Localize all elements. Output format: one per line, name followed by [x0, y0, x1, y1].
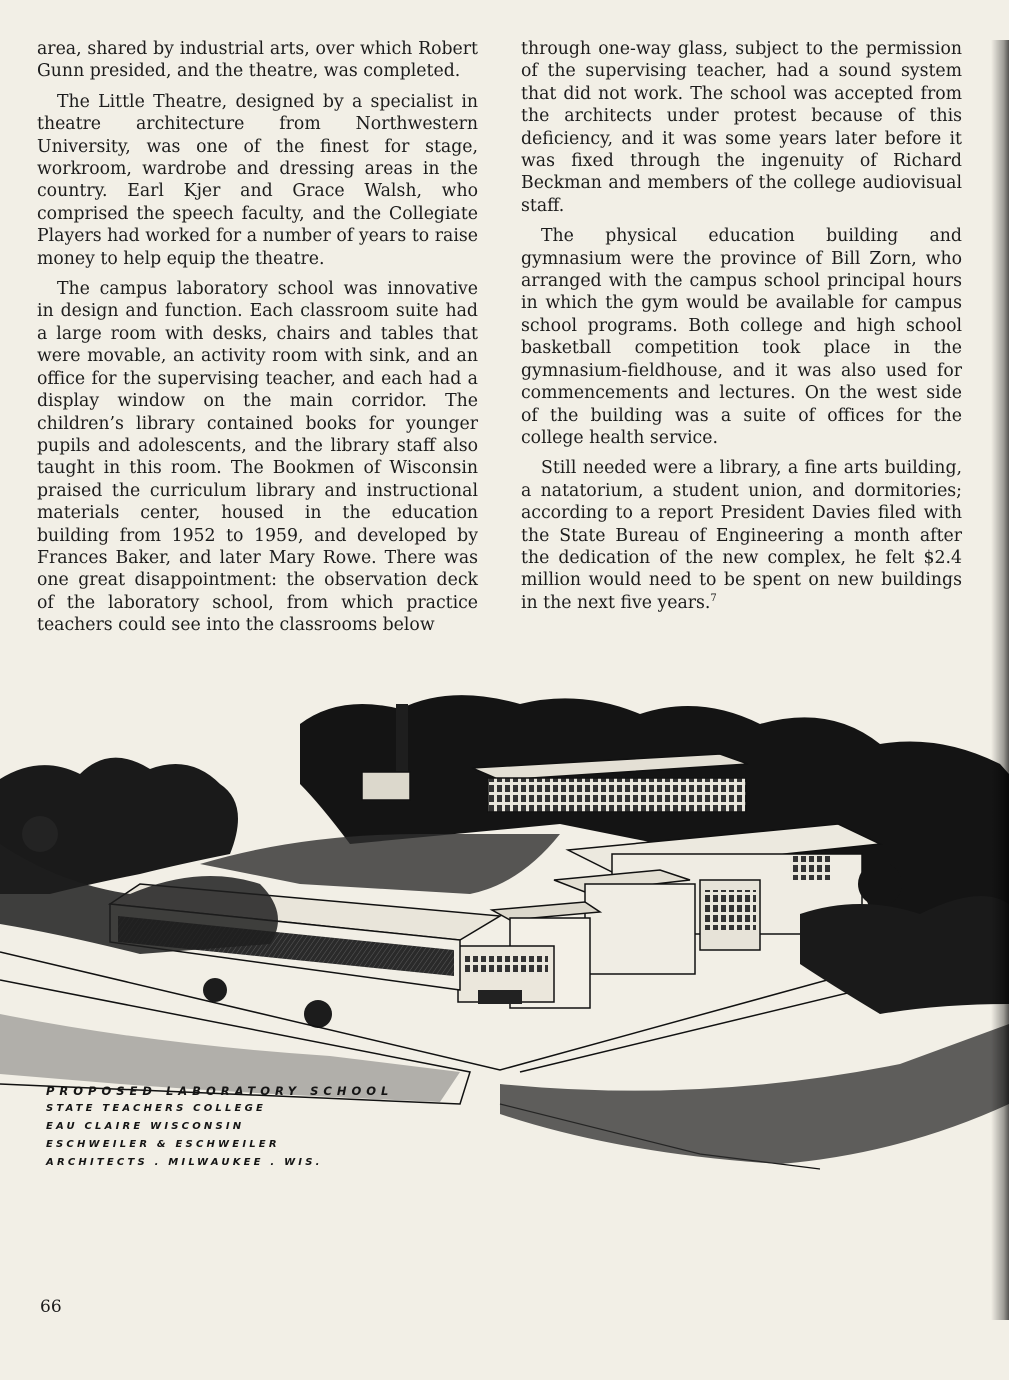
ground-shade: [500, 1024, 1009, 1164]
caption-line: STATE TEACHERS COLLEGE: [46, 1103, 267, 1114]
paragraph-with-footnote: [521, 457, 962, 614]
paragraph: The Little Theatre, designed by a specialist in theatre architecture from Northwestern University, was one of the finest for stage, workroom, wardrobe and dressing areas in the country. Earl Kjer and Grace Walsh, who comprised the speech faculty, and the Collegiate Players had worked for a number of years to raise money to help equip the theatre.: [37, 91, 478, 269]
right-text-column: [521, 38, 962, 622]
paragraph: area, shared by industrial arts, over which Robert Gunn presided, and the theatre, was completed.: [37, 39, 478, 82]
page-number: 66: [40, 1297, 62, 1317]
tree: [304, 1000, 332, 1028]
mid-block: [585, 884, 695, 974]
lobby-windows: [464, 956, 548, 974]
entrance-canopy: [478, 990, 522, 1004]
paragraph: The physical education building and gymnasium were the province of Bill Zorn, who arranged with the campus school principal hours in which the gym would be available for campus school programs. Both college and high school basketball competition took place in the gymnasium-fieldhouse, and it was also used for commencements and lectures. On the west side of the building was a suite of offices for the college health service.: [521, 226, 962, 448]
smokestack: [396, 704, 408, 779]
left-text-column: [37, 38, 478, 645]
page-edge-shadow: [991, 40, 1009, 1320]
footnote-marker: 7: [710, 592, 717, 604]
caption-line: ARCHITECTS . MILWAUKEE . WIS.: [46, 1157, 323, 1168]
boiler-house: [362, 772, 410, 800]
figure-caption: [46, 1082, 393, 1172]
caption-line: ESCHWEILER & ESCHWEILER: [46, 1139, 280, 1150]
caption-line: EAU CLAIRE WISCONSIN: [46, 1121, 245, 1132]
side-windows: [704, 890, 756, 930]
paragraph-text: Still needed were a library, a fine arts building, a natatorium, a student union, and dormitories; according to a report President Davies filed with the State Bureau of Engineering a month after the dedication of the new complex, he felt $2.4 million would need to be spent on new buildings in the next five years.: [521, 458, 962, 613]
paragraph: through one-way glass, subject to the permission of the supervising teacher, had a sound system that did not work. The school was accepted from the architects under protest because of this deficiency, and it was some years later before it was fixed through the ingenuity of Richard Beckman and members of the college audiovisual staff.: [521, 39, 962, 216]
caption-line: PROPOSED LABORATORY SCHOOL: [46, 1084, 394, 1098]
tree: [22, 816, 58, 852]
tree: [203, 978, 227, 1002]
paragraph: The campus laboratory school was innovative in design and function. Each classroom suite had a large room with desks, chairs and tables that were movable, an activity room with sink, and an office for the supervising teacher, and each had a display window on the main corridor. The children’s library contained books for younger pupils and adolescents, and the library staff also taught in this room. The Bookmen of Wisconsin praised the curriculum library and instructional materials center, housed in the education building from 1952 to 1959, and developed by Frances Baker, and later Mary Rowe. There was one great disappointment: the observation deck of the laboratory school, from which practice teachers could see into the classrooms below: [37, 279, 478, 636]
tree: [858, 862, 902, 906]
gym-facade: [488, 778, 746, 812]
theatre-windows: [790, 856, 830, 880]
